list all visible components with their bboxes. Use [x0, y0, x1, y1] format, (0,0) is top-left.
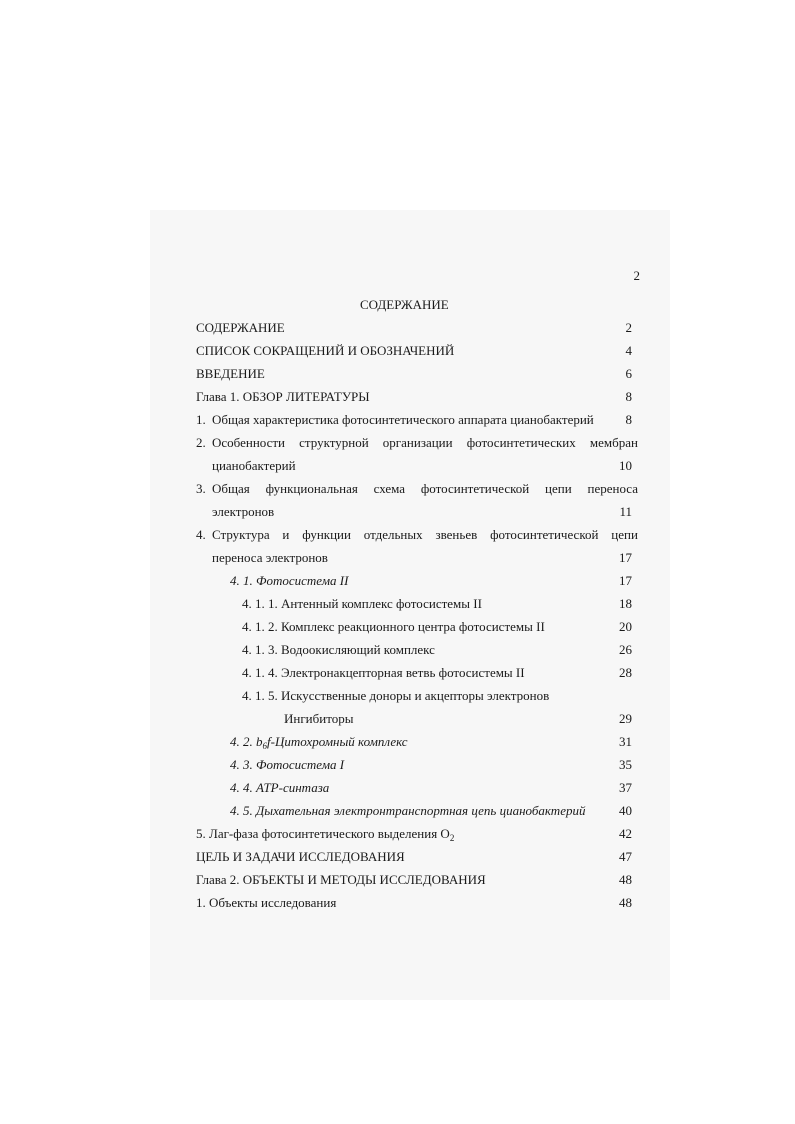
toc-word: Общая — [212, 481, 250, 496]
toc-entry-section-4-3: 4. 3. Фотосистема I — [230, 757, 345, 772]
toc-entry-section-4-1-4: 4. 1. 4. Электронакцепторная ветвь фотосистемы II — [242, 665, 525, 680]
toc-page: 28 — [619, 665, 632, 680]
toc-page: 48 — [619, 895, 632, 910]
toc-word: фотосинтетической — [490, 527, 599, 542]
toc-entry-chapter-2: Глава 2. ОБЪЕКТЫ И МЕТОДЫ ИССЛЕДОВАНИЯ — [196, 872, 486, 887]
toc-entry-section-4-2 — [230, 734, 408, 750]
toc-page: 4 — [625, 343, 632, 358]
toc-page: 8 — [625, 389, 632, 404]
toc-page: 17 — [619, 550, 632, 565]
toc-word: Структура — [212, 527, 270, 542]
toc-label: 5. Лаг-фаза фотосинтетического выделения O — [196, 826, 450, 841]
toc-page: 31 — [619, 734, 632, 749]
toc-subscript: 2 — [449, 833, 455, 843]
toc-word: цепи — [611, 527, 638, 542]
toc-page: 8 — [625, 412, 632, 427]
toc-word: Особенности — [212, 435, 286, 450]
toc-page: 47 — [619, 849, 632, 864]
toc-page: 40 — [619, 803, 632, 818]
toc-rest: f-Цитохромный комплекс — [267, 734, 408, 749]
toc-page: 35 — [619, 757, 632, 772]
toc-entry-section-4-1-5-line-2: Ингибиторы — [284, 711, 354, 726]
toc-entry-num: 1. — [196, 412, 206, 427]
page-number: 2 — [633, 268, 640, 283]
toc-word: и — [282, 527, 290, 542]
toc-page: 11 — [619, 504, 632, 519]
toc-word: звеньев — [435, 527, 478, 542]
toc-word: функциональная — [265, 481, 358, 496]
toc-entry-section-4-1: 4. 1. Фотосистема II — [230, 573, 349, 588]
toc-entry-section-4-1-2: 4. 1. 2. Комплекс реакционного центра фотосистемы II — [242, 619, 545, 634]
toc-entry-chapter-2-section-1: 1. Объекты исследования — [196, 895, 337, 910]
toc-word: отдельных — [363, 527, 423, 542]
toc-entry-intro: ВВЕДЕНИЕ — [196, 366, 265, 381]
toc-entry-section-2-line-1 — [212, 435, 638, 451]
toc-entry-section-4-4: 4. 4. АТР-синтаза — [230, 780, 330, 795]
toc-page: 17 — [619, 573, 632, 588]
toc-heading: СОДЕРЖАНИЕ — [360, 297, 449, 312]
toc-entry-abbreviations: СПИСОК СОКРАЩЕНИЙ И ОБОЗНАЧЕНИЙ — [196, 343, 455, 358]
toc-word: функции — [302, 527, 351, 542]
toc-word: цепи — [545, 481, 572, 496]
toc-entry-section-3-line-2: электронов — [212, 504, 275, 519]
toc-subscript: 6 — [262, 741, 267, 751]
toc-page: 6 — [625, 366, 632, 381]
toc-entry-section-4-line-2: переноса электронов — [212, 550, 328, 565]
toc-entry-section-5 — [196, 826, 454, 842]
toc-page: 2 — [625, 320, 632, 335]
toc-page: 42 — [619, 826, 632, 841]
toc-page: 37 — [619, 780, 632, 795]
toc-word: переноса — [587, 481, 638, 496]
toc-entry-chapter-1: Глава 1. ОБЗОР ЛИТЕРАТУРЫ — [196, 389, 370, 404]
toc-entry-section-4-1-3: 4. 1. 3. Водоокисляющий комплекс — [242, 642, 435, 657]
toc-entry-section-1: Общая характеристика фотосинтетического аппарата цианобактерий — [212, 412, 594, 427]
toc-entry-num: 3. — [196, 481, 206, 496]
toc-page: 20 — [619, 619, 632, 634]
toc-word: схема — [373, 481, 406, 496]
toc-page: 18 — [619, 596, 632, 611]
toc-word: фотосинтетических — [466, 435, 576, 450]
toc-entry-section-2-line-2: цианобактерий — [212, 458, 296, 473]
toc-prefix: 4. 2. — [230, 734, 256, 749]
toc-word: фотосинтетической — [420, 481, 530, 496]
toc-entry-goals: ЦЕЛЬ И ЗАДАЧИ ИССЛЕДОВАНИЯ — [196, 849, 405, 864]
toc-word: структурной — [299, 435, 369, 450]
toc-word: организации — [382, 435, 453, 450]
toc-entry-section-4-1-1: 4. 1. 1. Антенный комплекс фотосистемы II — [242, 596, 482, 611]
toc-page: 10 — [619, 458, 632, 473]
toc-entry-section-4-line-1 — [212, 527, 638, 543]
toc-entry-section-4-1-5: 4. 1. 5. Искусственные доноры и акцепторы электронов — [242, 688, 550, 703]
toc-b: b — [256, 734, 263, 749]
toc-word: мембран — [589, 435, 638, 450]
toc-entry-num: 4. — [196, 527, 206, 542]
toc-entry-section-3-line-1 — [212, 481, 638, 497]
toc-page: 48 — [619, 872, 632, 887]
toc-entry-contents: СОДЕРЖАНИЕ — [196, 320, 285, 335]
toc-entry-num: 2. — [196, 435, 206, 450]
toc-page: 29 — [619, 711, 632, 726]
toc-entry-section-4-5: 4. 5. Дыхательная электронтранспортная цепь цианобактерий — [230, 803, 586, 818]
toc-page: 26 — [619, 642, 632, 657]
